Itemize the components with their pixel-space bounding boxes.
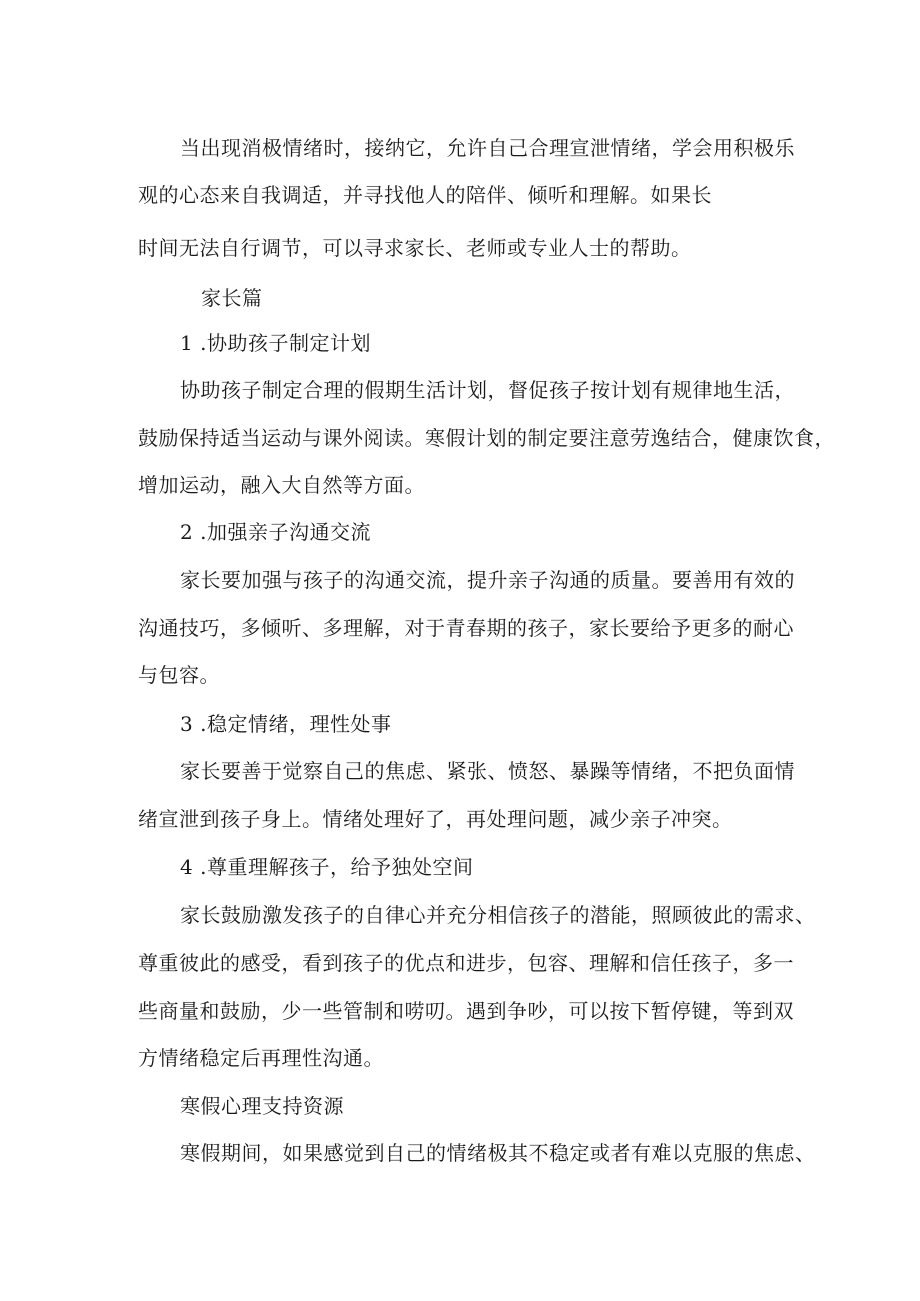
- paragraph-line: 观的心态来自我调适，并寻找他人的陪伴、倾听和理解。如果长: [138, 183, 712, 207]
- paragraph-line: 寒假期间，如果感觉到自己的情绪极其不稳定或者有难以克服的焦虑、: [180, 1141, 816, 1165]
- item-heading-2: 2 .加强亲子沟通交流: [180, 520, 371, 544]
- paragraph-line: 家长要加强与孩子的沟通交流，提升亲子沟通的质量。要善用有效的: [180, 568, 795, 592]
- paragraph-line: 家长要善于觉察自己的焦虑、紧张、愤怒、暴躁等情绪，不把负面情: [180, 759, 795, 783]
- paragraph-line: 方情绪稳定后再理性沟通。: [138, 1046, 384, 1070]
- paragraph-line: 家长鼓励激发孩子的自律心并充分相信孩子的潜能，照顾彼此的需求、: [180, 903, 816, 927]
- paragraph-line: 增加运动，融入大自然等方面。: [138, 473, 425, 497]
- item-heading-1: 1 .协助孩子制定计划: [180, 331, 371, 355]
- paragraph-line: 与包容。: [138, 663, 220, 687]
- paragraph-line: 协助孩子制定合理的假期生活计划，督促孩子按计划有规律地生活，: [180, 378, 795, 402]
- paragraph-line: 鼓励保持适当运动与课外阅读。寒假计划的制定要注意劳逸结合，健康饮食，: [138, 426, 835, 450]
- paragraph-line: 当出现消极情绪时，接纳它，允许自己合理宣泄情绪，学会用积极乐: [180, 136, 795, 160]
- paragraph-line: 尊重彼此的感受，看到孩子的优点和进步，包容、理解和信任孩子，多一: [138, 951, 794, 975]
- section-heading-parents: 家长篇: [201, 286, 263, 310]
- paragraph-line: 些商量和鼓励，少一些管制和唠叨。遇到争吵，可以按下暂停键，等到双: [138, 999, 794, 1023]
- paragraph-line: 沟通技巧，多倾听、多理解，对于青春期的孩子，家长要给予更多的耐心: [138, 616, 794, 640]
- section-heading-resources: 寒假心理支持资源: [180, 1094, 344, 1118]
- item-heading-3: 3 .稳定情绪，理性处事: [180, 712, 392, 736]
- item-heading-4: 4 .尊重理解孩子，给予独处空间: [180, 855, 474, 879]
- paragraph-line: 时间无法自行调节，可以寻求家长、老师或专业人士的帮助。: [138, 236, 692, 260]
- paragraph-line: 绪宣泄到孩子身上。情绪处理好了，再处理问题，减少亲子冲突。: [138, 807, 733, 831]
